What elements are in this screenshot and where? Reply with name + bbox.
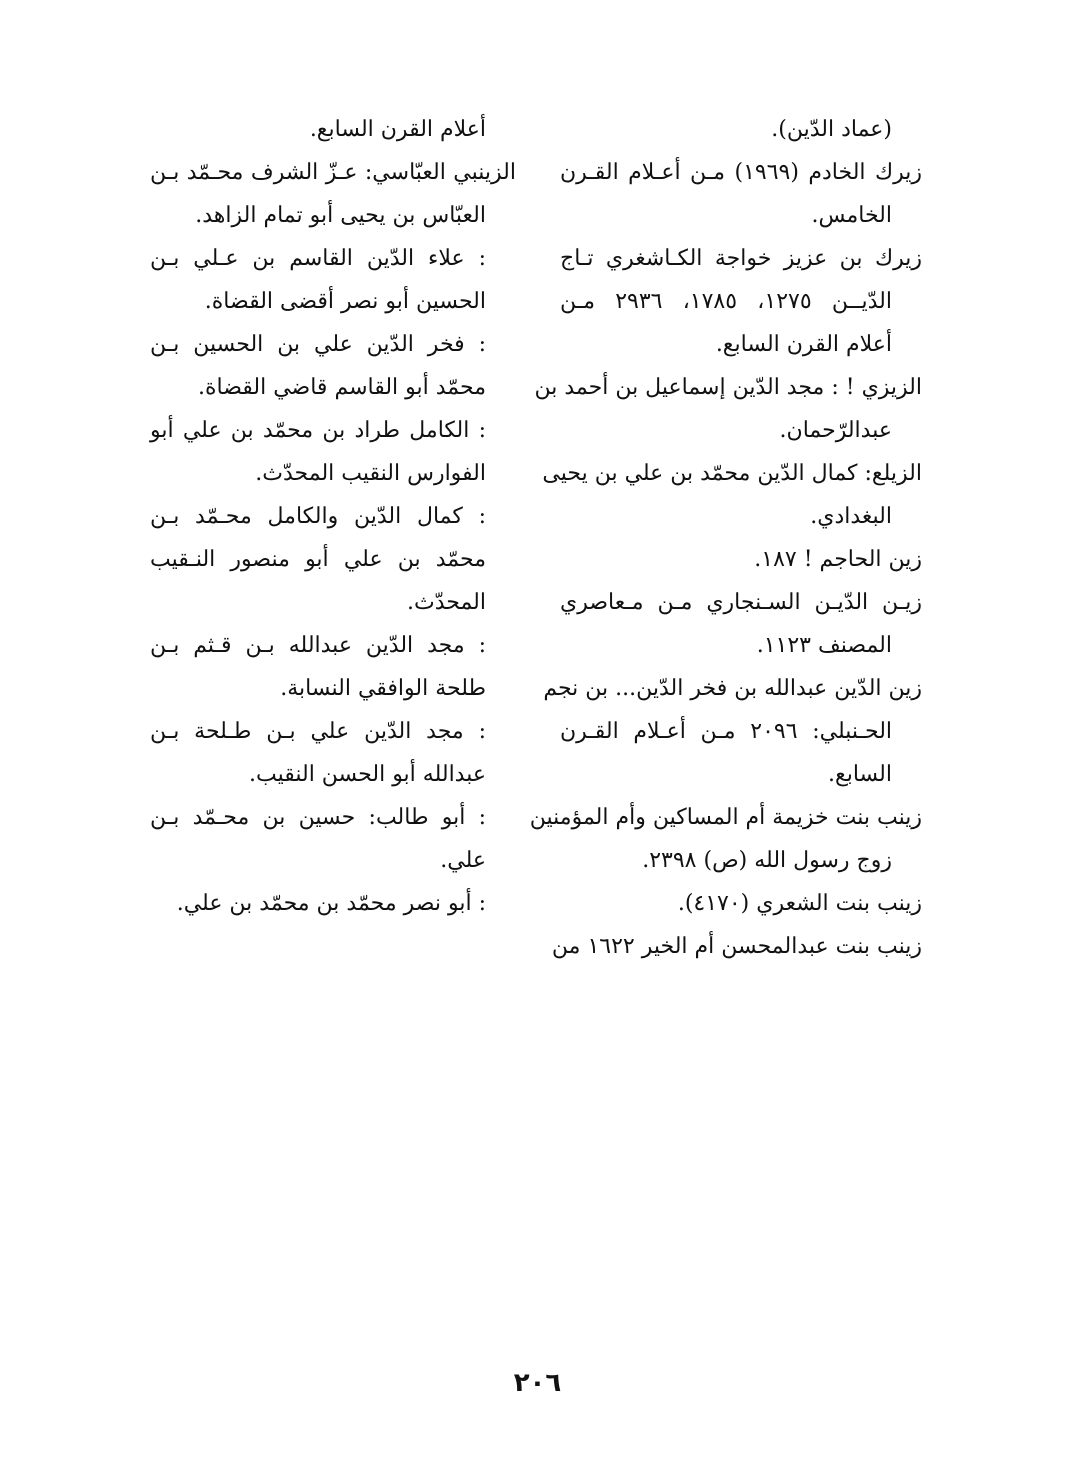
left-column-line: محمّد أبو القاسم قاضي القضاة.	[197, 375, 486, 400]
right-column-line: الخامس.	[811, 203, 892, 228]
right-column	[529, 108, 922, 968]
left-column-line: طلحة الوافقي النسابة.	[280, 676, 486, 701]
left-column-line: عبدالله أبو الحسن النقيب.	[249, 762, 486, 787]
left-column-line: المحدّث.	[407, 590, 486, 615]
left-column-line: الزينبي العبّاسي: عـزّ الشرف محـمّد بـن	[150, 160, 516, 185]
right-column-line: زيرك بن عزيز خواجة الكـاشغري تـاج	[560, 246, 922, 271]
right-column-line: أعلام القرن السابع.	[715, 332, 892, 357]
right-column-line: الزيزي ! : مجد الدّين إسماعيل بن أحمد بن	[534, 375, 922, 400]
right-column-line: الزيلع: كمال الدّين محمّد بن علي بن يحيى	[542, 461, 922, 486]
left-column-line: : علاء الدّين القاسم بن عـلي بـن	[150, 246, 486, 271]
right-column-line: زين الحاجم ! ١٨٧.	[754, 547, 922, 572]
left-column-line: : أبو نصر محمّد بن محمّد بن علي.	[176, 891, 486, 916]
right-column-line: زوج رسول الله (ص) ٢٣٩٨.	[642, 848, 892, 873]
right-column-line: زينب بنت الشعري (٤١٧٠).	[677, 891, 922, 916]
left-column-line: : أبو طالب: حسين بن محـمّد بـن	[150, 805, 486, 830]
left-column-line: علي.	[440, 848, 486, 873]
right-column-line: الحـنبلي: ٢٠٩٦ مـن أعـلام القـرن	[560, 719, 893, 744]
right-column-line: زيـن الدّيـن السـنجاري مـن مـعاصري	[560, 590, 922, 615]
left-column-line: محمّد بن علي أبو منصور النـقيب	[150, 547, 486, 572]
right-column-line: زينب بنت عبدالمحسن أم الخير ١٦٢٢ من	[551, 934, 922, 959]
left-column-line: : مجد الدّين علي بـن طـلحة بـن	[150, 719, 486, 744]
right-column-line: البغدادي.	[810, 504, 892, 529]
right-column-line: زينب بنت خزيمة أم المساكين وأم المؤمنين	[529, 805, 922, 830]
page-number: ٢٠٦	[513, 1368, 562, 1398]
right-column-line: السابع.	[828, 762, 892, 787]
left-column-line: العبّاس بن يحيى أبو تمام الزاهد.	[195, 203, 486, 228]
right-column-line: الدّيــن ١٢٧٥، ١٧٨٥، ٢٩٣٦ مـن	[560, 289, 892, 314]
right-column-line: عبدالرّحمان.	[779, 418, 892, 443]
right-column-line: المصنف ١١٢٣.	[756, 633, 892, 658]
left-column-line: : مجد الدّين عبدالله بـن قـثم بـن	[150, 633, 486, 658]
left-column-line: الفوارس النقيب المحدّث.	[255, 461, 486, 486]
left-column-line: أعلام القرن السابع.	[309, 117, 486, 142]
right-column-line: زيرك الخادم (١٩٦٩) مـن أعـلام القـرن	[560, 160, 922, 185]
right-column-line: (عماد الدّين).	[771, 117, 892, 142]
left-column-line: : الكامل طراد بن محمّد بن علي أبو	[150, 418, 486, 443]
left-column-line: : كمال الدّين والكامل محـمّد بـن	[150, 504, 486, 529]
left-column-line: : فخر الدّين علي بن الحسين بـن	[150, 332, 486, 357]
left-column	[150, 108, 516, 925]
right-column-line: زين الدّين عبدالله بن فخر الدّين... بن نجم	[543, 676, 922, 701]
left-column-line: الحسين أبو نصر أقضى القضاة.	[204, 289, 486, 314]
